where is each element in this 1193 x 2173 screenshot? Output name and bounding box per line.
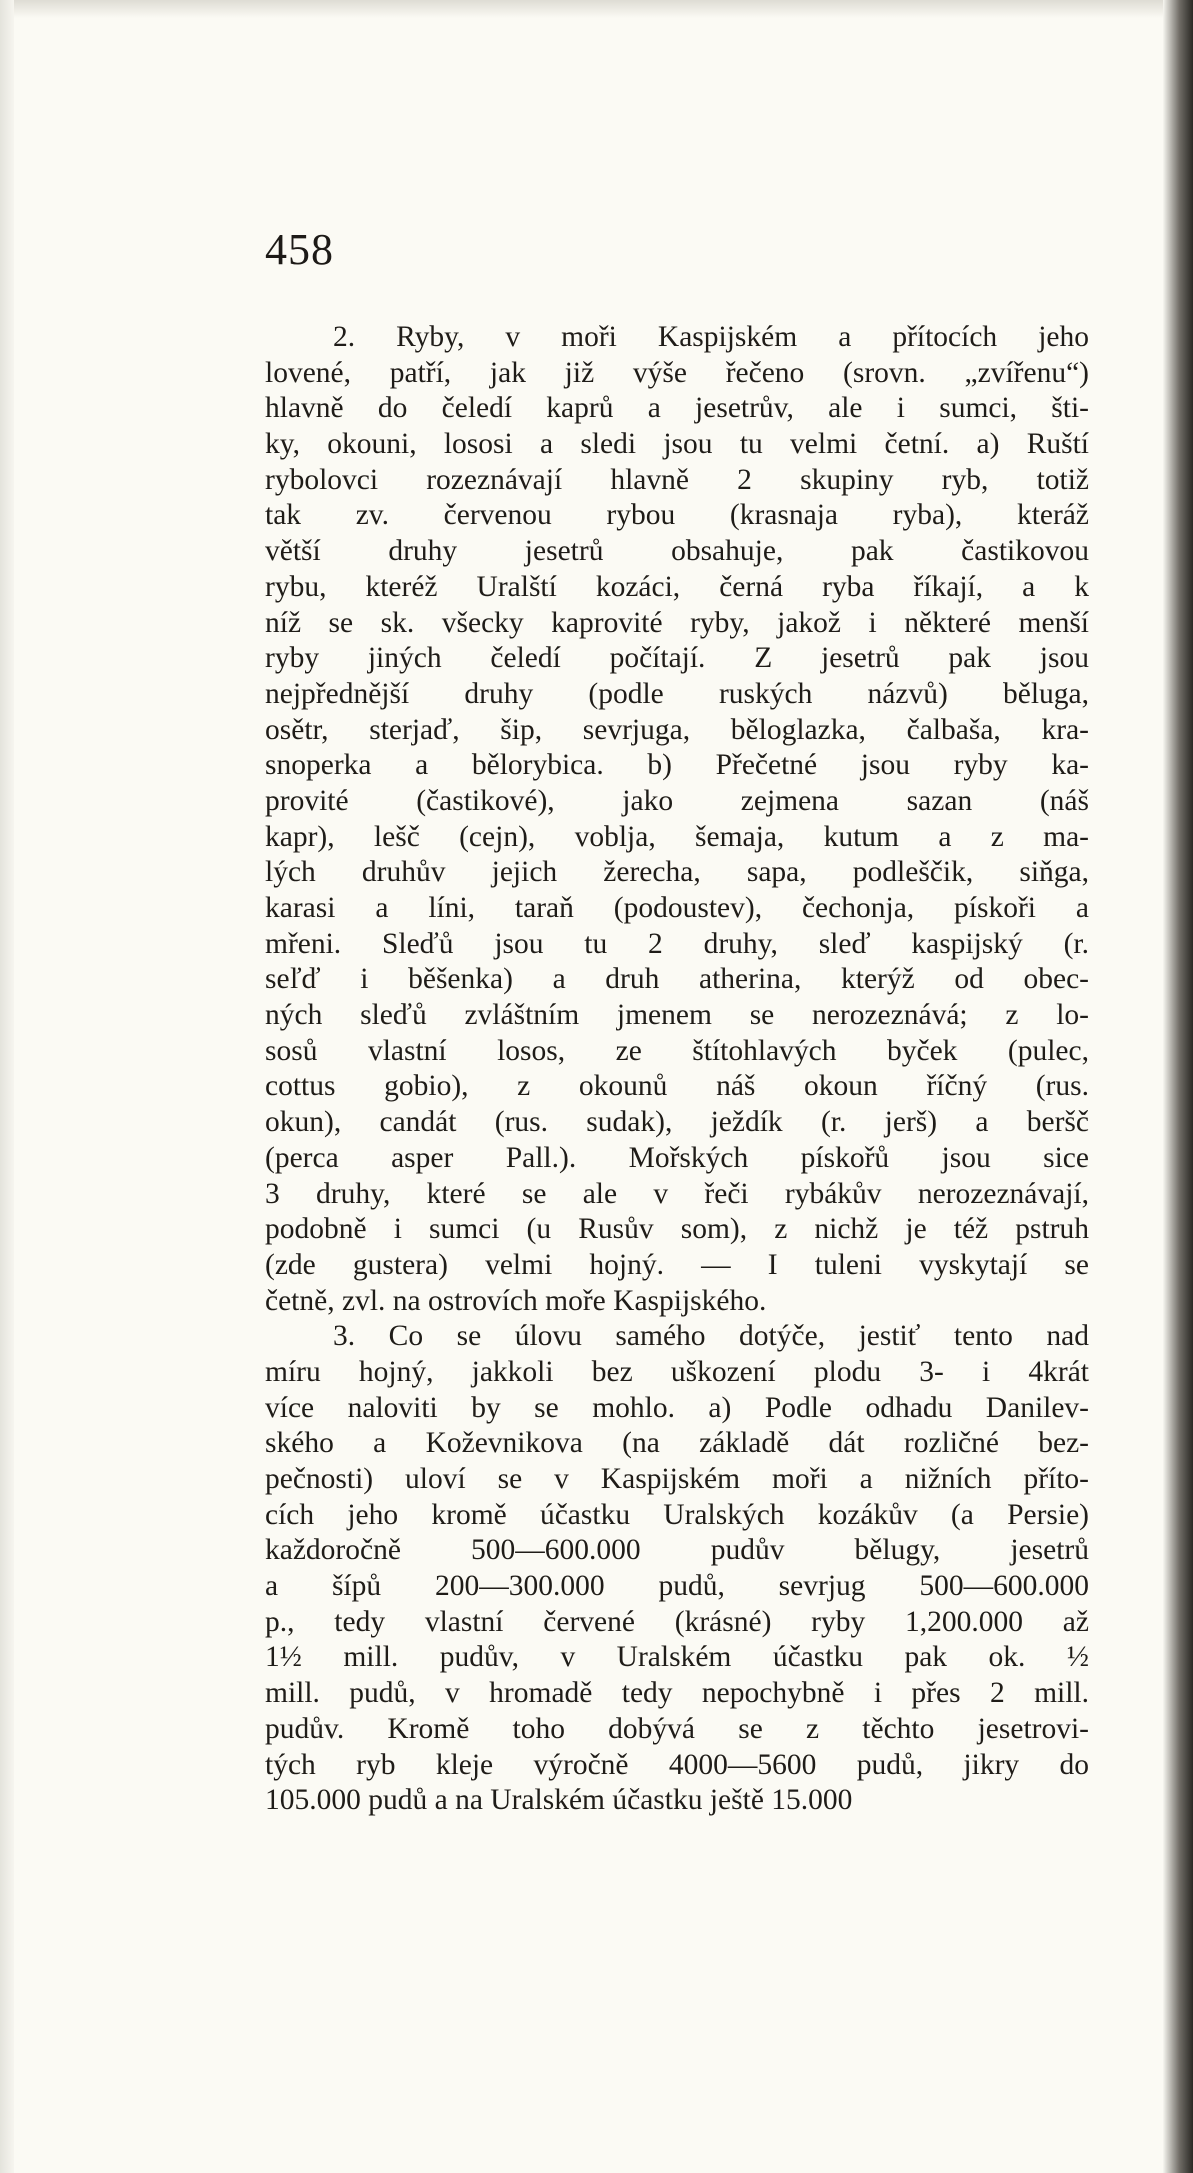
text-line: provité (častikové), jako zejmena sazan (náš bbox=[265, 784, 1089, 817]
text-line: 3 druhy, které se ale v řeči rybákův nerozeznávají, bbox=[265, 1177, 1089, 1210]
text-line: každoročně 500—600.000 pudův bělugy, jesetrů bbox=[265, 1534, 1089, 1567]
page-number: 458 bbox=[265, 225, 334, 274]
text-line: četně, zvl. na ostrovích moře Kaspijského. bbox=[265, 1284, 767, 1317]
text-line: cottus gobio), z okounů náš okoun říčný (rus. bbox=[265, 1070, 1089, 1103]
text-line: ského a Koževnikova (na základě dát rozličné bez- bbox=[265, 1427, 1089, 1460]
text-line: ky, okouni, lososi a sledi jsou tu velmi četní. a) Ruští bbox=[265, 428, 1089, 461]
text-line: níž se sk. všecky kaprovité ryby, jakož i některé menší bbox=[265, 606, 1089, 639]
text-line: pečnosti) uloví se v Kaspijském moři a nižních příto- bbox=[265, 1463, 1089, 1495]
page-binding-shadow bbox=[1163, 0, 1193, 2173]
text-line: ných sleďů zvláštním jmenem se nerozeznává; z lo- bbox=[265, 999, 1089, 1032]
text-line: rybu, kteréž Uralští kozáci, černá ryba říkají, a k bbox=[265, 570, 1089, 603]
text-line: rybolovci rozeznávají hlavně 2 skupiny ryb, totiž bbox=[265, 463, 1089, 496]
page-top-shadow bbox=[0, 0, 1163, 18]
text-line: mill. pudů, v hromadě tedy nepochybně i přes 2 mill. bbox=[265, 1677, 1089, 1710]
text-line: okun), candát (rus. sudak), ježdík (r. jerš) a beršč bbox=[265, 1106, 1089, 1139]
text-line: větší druhy jesetrů obsahuje, pak častikovou bbox=[265, 535, 1089, 568]
text-line: 2. Ryby, v moři Kaspijském a přítocích jeho bbox=[333, 321, 1089, 353]
text-line: (zde gustera) velmi hojný. — I tuleni vyskytají se bbox=[265, 1248, 1089, 1281]
text-line: mřeni. Sleďů jsou tu 2 druhy, sleď kaspijský (r. bbox=[265, 927, 1089, 960]
page-left-edge bbox=[0, 0, 14, 2173]
text-line: tých ryb kleje výročně 4000—5600 pudů, jikry do bbox=[265, 1748, 1089, 1781]
text-line: 1½ mill. pudův, v Uralském účastku pak ok. ½ bbox=[265, 1641, 1089, 1674]
text-line: 105.000 pudů a na Uralském účastku ještě 15.000 bbox=[265, 1784, 853, 1817]
text-line: a šípů 200—300.000 pudů, sevrjug 500—600.000 bbox=[265, 1570, 1089, 1603]
text-line: podobně i sumci (u Rusův som), z nichž je též pstruh bbox=[265, 1213, 1089, 1246]
text-line: sosů vlastní losos, ze štítohlavých byček (pulec, bbox=[265, 1034, 1089, 1067]
text-line: (perca asper Pall.). Mořských pískořů jsou sice bbox=[265, 1141, 1089, 1174]
text-line: nejpřednější druhy (podle ruských názvů) běluga, bbox=[265, 677, 1089, 710]
text-line: ryby jiných čeledí počítají. Z jesetrů pak jsou bbox=[265, 642, 1089, 675]
body-text bbox=[265, 320, 1089, 1819]
text-line: karasi a líni, taraň (podoustev), čechonja, pískoři a bbox=[265, 892, 1089, 924]
text-line: lovené, patří, jak již výše řečeno (srovn. „zvířenu“) bbox=[265, 356, 1089, 389]
text-line: míru hojný, jakkoli bez uškození plodu 3- i 4krát bbox=[265, 1355, 1089, 1388]
text-line: cích jeho kromě účastku Uralských kozákův (a Persie) bbox=[265, 1498, 1089, 1531]
text-line: tak zv. červenou rybou (krasnaja ryba), kteráž bbox=[265, 499, 1089, 532]
text-line: p., tedy vlastní červené (krásné) ryby 1,200.000 až bbox=[265, 1605, 1089, 1638]
text-line: kapr), lešč (cejn), voblja, šemaja, kutum a z ma- bbox=[265, 820, 1089, 853]
text-line: více naloviti by se mohlo. a) Podle odhadu Danilev- bbox=[265, 1391, 1089, 1424]
text-line: 3. Co se úlovu samého dotýče, jestiť tento nad bbox=[333, 1320, 1089, 1353]
text-line: seľď i běšenka) a druh atherina, kterýž od obec- bbox=[265, 963, 1089, 996]
text-line: osětr, sterjaď, šip, sevrjuga, běloglazka, čalbaša, kra- bbox=[265, 713, 1089, 746]
text-line: hlavně do čeledí kaprů a jesetrův, ale i sumci, šti- bbox=[265, 392, 1089, 425]
text-line: snoperka a bělorybica. b) Přečetné jsou ryby ka- bbox=[265, 749, 1089, 782]
text-line: pudův. Kromě toho dobývá se z těchto jesetrovi- bbox=[265, 1712, 1089, 1745]
text-line: lých druhův jejich žerecha, sapa, podleščik, siňga, bbox=[265, 856, 1089, 889]
